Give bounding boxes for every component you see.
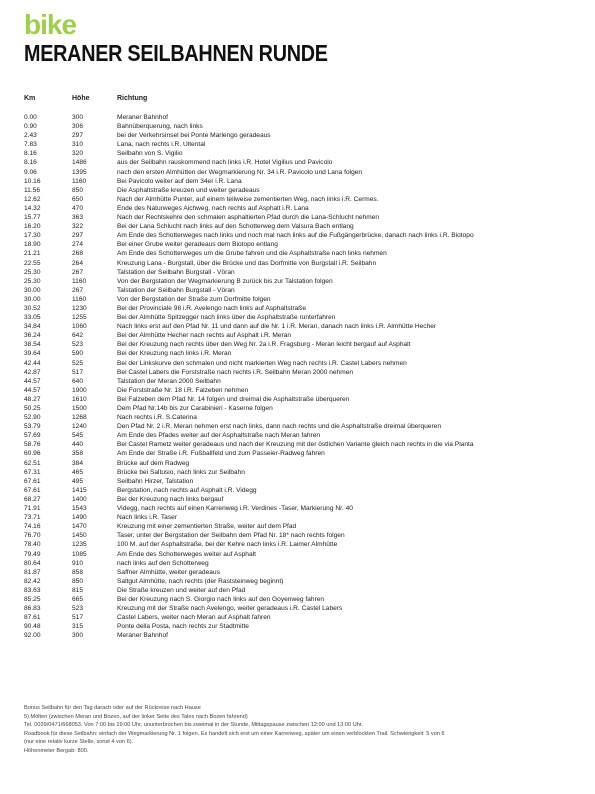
note-line: Roadbook für diese Seilbahn: einfach der Wegmarkierung Nr. 1 folgen. Es handelt sich erst um einer Karrenweg, später um einen verblockten Trail. Schwierigkeit: 5 von 6 (24, 730, 445, 737)
km-cell: 81.87 (24, 568, 41, 576)
table-row (24, 531, 584, 540)
hoehe-cell: 1543 (72, 505, 87, 513)
richtung-cell: Meraner Bahnhof (117, 114, 168, 121)
table-row (24, 122, 584, 131)
table-row (24, 249, 584, 258)
richtung-cell: aus der Seilbahn rauskommend nach links i.R. Hotel Vigilius und Pavicolo (117, 159, 333, 167)
table-row (24, 240, 584, 249)
km-cell: 9.06 (24, 168, 37, 176)
km-cell: 21.21 (24, 250, 41, 258)
hoehe-cell: 300 (72, 114, 84, 121)
table-row (24, 377, 584, 386)
km-cell: 16.20 (24, 223, 41, 231)
table-row (24, 386, 584, 395)
richtung-cell: Am Ende des Schotterweges nach links und noch mal nach links auf die Fußgängerbrücke, danach nach links i.R. Biotopo (117, 232, 474, 240)
table-row (24, 349, 584, 358)
richtung-cell: Taser, unter der Bergstation der Seilbahn dem Pfad Nr. 18* nach rechts folgen (117, 532, 345, 540)
km-cell: 34.84 (24, 323, 41, 331)
hoehe-cell: 642 (72, 332, 84, 340)
km-cell: 52.90 (24, 414, 41, 422)
hoehe-cell: 523 (72, 341, 84, 349)
richtung-cell: Nach links erst auf den Pfad Nr. 11 und dann auf die Nr. 1 i.R. Meran, danach nach links i.R. Almhütte Hecher (117, 323, 437, 331)
table-row (24, 540, 584, 549)
richtung-cell: Videgg, nach rechts auf einen Karrenweg i.R. Verdines -Taser, Markierung Nr. 40 (117, 505, 353, 513)
header-hoehe: Höhe (72, 95, 90, 102)
richtung-cell: Talstation der Seilbahn Burgstall - Vöran (117, 286, 235, 294)
table-row (24, 268, 584, 277)
richtung-cell: Seilbahn Hirzer, Talstation (117, 477, 194, 485)
hoehe-cell: 517 (72, 614, 84, 622)
table-row (24, 140, 584, 149)
hoehe-cell: 1240 (72, 423, 87, 431)
km-cell: 62.51 (24, 459, 41, 467)
table-row (24, 259, 584, 268)
richtung-cell: Brücke auf dem Radweg (117, 459, 190, 467)
table-row (24, 213, 584, 222)
richtung-cell: Bei Pavicolo weiter auf dem 34er i.R. Lana (117, 177, 242, 185)
table-row (24, 595, 584, 604)
table-row (24, 495, 584, 504)
richtung-cell: Bei der Kreuzung nach S. Giorgio nach links auf den Goyenweg fahren (117, 595, 325, 603)
richtung-cell: Von der Bergstation der Straße zum Dorfmitte folgen (117, 295, 271, 303)
hoehe-cell: 590 (72, 350, 84, 358)
table-row (24, 158, 584, 167)
table-row (24, 604, 584, 613)
hoehe-cell: 465 (72, 468, 84, 476)
hoehe-cell: 267 (72, 268, 84, 276)
hoehe-cell: 1486 (72, 159, 87, 167)
km-cell: 85.25 (24, 595, 41, 603)
hoehe-cell: 310 (72, 141, 84, 149)
km-cell: 12.62 (24, 195, 41, 203)
richtung-cell: Bei der Kreuzung nach links i.R. Meran (117, 350, 232, 358)
hoehe-cell: 322 (72, 223, 84, 231)
km-cell: 67.61 (24, 486, 41, 494)
note-line: 5) Mölten (zwischen Meran und Bozen, auf der linker Seite des Tales nach Bozen fahrend) (24, 713, 248, 720)
table-row (24, 113, 584, 122)
richtung-cell: Ponte della Posta, nach rechts zur Stadtmitte (117, 623, 249, 631)
km-cell: 39.64 (24, 350, 41, 358)
km-cell: 14.32 (24, 204, 41, 212)
table-row (24, 404, 584, 413)
km-cell: 17.30 (24, 232, 41, 240)
richtung-cell: Am Ende des Pfades weiter auf der Asphaltstraße nach Meran fahren (117, 432, 321, 440)
richtung-cell: Kreuzung Lana - Burgstall, über die Brücke und das Dorfmitte von Burgstall i.R. Seilbahn (117, 259, 377, 267)
hoehe-cell: 517 (72, 368, 84, 376)
richtung-cell: Bei Falzeben dem Pfad Nr. 14 folgen und dreimal die Asphaltstraße überqueren (117, 395, 350, 403)
richtung-cell: Talstation der Seilbahn Burgstall - Vöran (117, 268, 235, 276)
richtung-cell: Kreuzung mit einer zementierten Straße, weiter auf dem Pfad (117, 523, 297, 531)
table-row (24, 177, 584, 186)
hoehe-cell: 640 (72, 377, 84, 385)
km-cell: 80.64 (24, 559, 41, 567)
table-row (24, 440, 584, 449)
hoehe-cell: 358 (72, 450, 84, 458)
km-cell: 82.42 (24, 577, 41, 585)
richtung-cell: Bei der Almhütte Hecher nach rechts auf Asphalt i.R. Meran (117, 332, 292, 340)
table-row (24, 331, 584, 340)
hoehe-cell: 1900 (72, 386, 87, 394)
header-richtung: Richtung (117, 95, 148, 102)
table-row (24, 431, 584, 440)
km-cell: 22.55 (24, 259, 41, 267)
hoehe-cell: 650 (72, 195, 84, 203)
hoehe-cell: 1160 (72, 277, 87, 285)
km-cell: 73.71 (24, 514, 41, 522)
km-cell: 25.30 (24, 268, 41, 276)
richtung-cell: Die Straße kreuzen und weiter auf den Pfad (117, 586, 246, 594)
hoehe-cell: 274 (72, 241, 84, 249)
richtung-cell: Bei der Provinciale 98 i.R. Avelengo nach links auf Asphaltstraße (117, 304, 307, 312)
table-row (24, 131, 584, 140)
richtung-cell: Bei der Kreuzung nach rechts über den Weg Nr. 2a i.R. Fragsburg - Meran leicht bergauf auf Asphalt (117, 341, 411, 349)
km-cell: 30.00 (24, 286, 41, 294)
table-row (24, 577, 584, 586)
richtung-cell: Lana, nach rechts i.R. Ultental (117, 141, 206, 149)
km-cell: 2.43 (24, 132, 37, 140)
km-cell: 44.57 (24, 377, 41, 385)
richtung-cell: Bahnüberquerung, nach links (117, 123, 203, 131)
richtung-cell: nach den ersten Almhütten der Wegmarkierung Nr. 34 i.R. Pavicolo und Lana folgen (117, 168, 363, 176)
hoehe-cell: 1255 (72, 314, 87, 322)
km-cell: 68.27 (24, 495, 41, 503)
richtung-cell: Seilbahn von S. Vigilio (117, 150, 183, 158)
hoehe-cell: 267 (72, 286, 84, 294)
note-line: Tel. 0039/0471/668053. Von 7:00 bis 19:00 Uhr, ununterbrochen bis zweimal in der Stunde, Mittagspause zwischen 12:00 und 13:00 Uhr. (24, 722, 363, 729)
km-cell: 30.00 (24, 295, 41, 303)
richtung-cell: Ende des Naturweges Aichweg, nach rechts auf Asphalt i.R. Lana (117, 204, 309, 212)
hoehe-cell: 384 (72, 459, 84, 467)
hoehe-cell: 1230 (72, 304, 87, 312)
km-cell: 86.83 (24, 605, 41, 613)
table-row (24, 422, 584, 431)
richtung-cell: Bei Castel Labers die Forststraße nach rechts i.R. Seilbahn Meran 2000 nehmen (117, 368, 354, 376)
hoehe-cell: 297 (72, 232, 84, 240)
table-row (24, 459, 584, 468)
richtung-cell: nach links auf den Schotterweg (117, 559, 209, 567)
table-row (24, 322, 584, 331)
km-cell: 0.00 (24, 114, 37, 121)
hoehe-cell: 815 (72, 586, 84, 594)
hoehe-cell: 320 (72, 150, 84, 158)
km-cell: 83.63 (24, 586, 41, 594)
richtung-cell: Nach rechts i.R. S.Caterina (117, 414, 197, 422)
km-cell: 57.69 (24, 432, 41, 440)
km-cell: 30.52 (24, 304, 41, 312)
table-row (24, 313, 584, 322)
richtung-cell: Saltgut Almhütte, nach rechts (der Raststeinweg beginnt) (117, 577, 284, 585)
table-row (24, 559, 584, 568)
table-row (24, 168, 584, 177)
km-cell: 76.70 (24, 532, 41, 540)
richtung-cell: Bei Castel Rametz weiter geradeaus und nach der Kreuzung mit der östlichen Variante gleich nach rechts in die via Planta (117, 441, 474, 449)
notes (24, 704, 584, 756)
table-row (24, 522, 584, 531)
richtung-cell: Nach links i.R. Taser (117, 514, 177, 522)
km-cell: 90.48 (24, 623, 41, 631)
hoehe-cell: 1160 (72, 295, 87, 303)
table-row (24, 222, 584, 231)
table-row (24, 622, 584, 631)
km-cell: 71.91 (24, 505, 41, 513)
hoehe-cell: 545 (72, 432, 84, 440)
table-row (24, 359, 584, 368)
hoehe-cell: 264 (72, 259, 84, 267)
km-cell: 25.30 (24, 277, 41, 285)
page-title: MERANER SEILBAHNEN RUNDE (24, 40, 328, 66)
hoehe-cell: 1268 (72, 414, 87, 422)
hoehe-cell: 1235 (72, 541, 87, 549)
hoehe-cell: 470 (72, 204, 84, 212)
richtung-cell: Bei der Lana Schlucht nach links auf den Schotterweg dem Valsura Bach entlang (117, 223, 354, 231)
richtung-cell: Bei der Kreuzung nach links bergauf (117, 495, 224, 503)
header-km: Km (24, 95, 36, 102)
km-cell: 92.00 (24, 632, 41, 640)
hoehe-cell: 495 (72, 477, 84, 485)
hoehe-cell: 1400 (72, 495, 87, 503)
hoehe-cell: 858 (72, 568, 84, 576)
hoehe-cell: 268 (72, 250, 84, 258)
hoehe-cell: 1490 (72, 514, 87, 522)
table-header (24, 95, 584, 105)
km-cell: 44.57 (24, 386, 41, 394)
km-cell: 60.96 (24, 450, 41, 458)
km-cell: 79.49 (24, 550, 41, 558)
table-row (24, 186, 584, 195)
richtung-cell: Bei der Linkskurve den schmalen und nicht markierten Weg nach rechts i.R. Castel Labers nehmen (117, 359, 407, 367)
km-cell: 33.05 (24, 314, 41, 322)
table-row (24, 613, 584, 622)
km-cell: 0.90 (24, 123, 37, 131)
hoehe-cell: 665 (72, 595, 84, 603)
richtung-cell: Die Forststraße Nr. 18 i.R. Falzeben nehmen (117, 386, 249, 394)
richtung-cell: Die Asphaltstraße kreuzen und weiter geradeaus (117, 186, 260, 194)
table-row (24, 286, 584, 295)
note-line: Höhenmeter Bergab: 800. (24, 747, 89, 754)
km-cell: 11.56 (24, 186, 41, 194)
km-cell: 7.83 (24, 141, 37, 149)
hoehe-cell: 1450 (72, 532, 87, 540)
hoehe-cell: 315 (72, 623, 84, 631)
km-cell: 15.77 (24, 214, 41, 222)
table-row (24, 586, 584, 595)
km-cell: 8.16 (24, 159, 37, 167)
richtung-cell: Bergstation, nach rechts auf Asphalt i.R. Videgg (117, 486, 257, 494)
richtung-cell: Bei der Almhütte Spitzegger nach links über die Asphaltstraße runterfahren (117, 314, 336, 322)
richtung-cell: Am Ende des Schotterweges um die Grube fahren und die Asphaltstraße nach links nehmen (117, 250, 387, 258)
km-cell: 8.16 (24, 150, 37, 158)
hoehe-cell: 440 (72, 441, 84, 449)
km-cell: 78.40 (24, 541, 41, 549)
km-cell: 50.25 (24, 405, 41, 412)
richtung-cell: Castel Labers, weiter nach Meran auf Asphalt fahren (117, 614, 271, 622)
table-row (24, 631, 584, 640)
table-row (24, 568, 584, 577)
hoehe-cell: 1060 (72, 323, 87, 331)
km-cell: 42.44 (24, 359, 41, 367)
table-row (24, 449, 584, 458)
route-table (24, 113, 584, 640)
hoehe-cell: 1470 (72, 523, 87, 531)
hoehe-cell: 1415 (72, 486, 87, 494)
table-row (24, 295, 584, 304)
table-row (24, 231, 584, 240)
richtung-cell: Nach der Almhütte Punter, auf einem teilweise zementierten Weg, nach links i.R. Cermes. (117, 195, 379, 203)
km-cell: 74.16 (24, 523, 41, 531)
svg-text:bike: bike (24, 10, 77, 38)
table-row (24, 468, 584, 477)
note-line: Bonus Seilbahn für den Tag darach oder auf der Rückreise nach Hause (24, 705, 201, 711)
richtung-cell: Brücke bei Saltusio, nach links zur Seilbahn (117, 468, 245, 476)
richtung-cell: Meraner Bahnhof (117, 632, 168, 640)
table-row (24, 477, 584, 486)
richtung-cell: bei der Verkehrsinsel bei Ponte Marlengo geradeaus (117, 132, 271, 140)
richtung-cell: Den Pfad Nr. 2 i.R. Meran nehmen erst nach links, dann nach rechts und die Asphaltstraße dreimal überqueren (117, 423, 442, 431)
hoehe-cell: 1085 (72, 550, 87, 558)
table-row (24, 395, 584, 404)
bike-logo (24, 10, 104, 38)
km-cell: 36.24 (24, 332, 41, 340)
km-cell: 42.87 (24, 368, 41, 376)
hoehe-cell: 300 (72, 632, 84, 640)
hoehe-cell: 297 (72, 132, 84, 140)
table-row (24, 277, 584, 286)
hoehe-cell: 850 (72, 577, 84, 585)
note-line: (nur eine relativ kurze Stelle, sonst 4 von 6). (24, 739, 134, 746)
richtung-cell: 100 M. auf der Asphaltstraße, bei der Kehre nach links i.R. Laimer Almhütte (117, 541, 338, 549)
hoehe-cell: 1610 (72, 395, 87, 403)
hoehe-cell: 910 (72, 559, 84, 567)
richtung-cell: Am Ende des Schotterweges weiter auf Asphalt (117, 550, 256, 558)
km-cell: 38.54 (24, 341, 41, 349)
hoehe-cell: 1500 (72, 405, 87, 412)
richtung-cell: Bei einer Grube weiter geradeaus dem Biotopo entlang (117, 241, 278, 249)
table-row (24, 204, 584, 213)
table-row (24, 304, 584, 313)
table-row (24, 368, 584, 377)
km-cell: 87.61 (24, 614, 41, 622)
table-row (24, 550, 584, 559)
hoehe-cell: 306 (72, 123, 84, 131)
hoehe-cell: 523 (72, 605, 84, 613)
table-row (24, 504, 584, 513)
hoehe-cell: 363 (72, 214, 84, 222)
km-cell: 67.31 (24, 468, 41, 476)
table-row (24, 413, 584, 422)
richtung-cell: Nach der Rechtskehre den schmalen asphaltierten Pfad durch die Lana-Schlucht nehmen (117, 214, 380, 222)
km-cell: 48.27 (24, 395, 41, 403)
hoehe-cell: 525 (72, 359, 84, 367)
richtung-cell: Talstation der Meran 2000 Seilbahn (117, 377, 221, 385)
km-cell: 18.90 (24, 241, 41, 249)
km-cell: 58.76 (24, 441, 41, 449)
hoehe-cell: 1160 (72, 177, 87, 185)
km-cell: 53.79 (24, 423, 41, 431)
km-cell: 10.16 (24, 177, 41, 185)
richtung-cell: Am Ende der Straße i.R. Fußballfeld und zum Passeier-Radweg fahren (117, 450, 325, 458)
table-row (24, 340, 584, 349)
richtung-cell: Saffner Almhütte, weiter geradeaus (117, 568, 220, 576)
richtung-cell: Dem Pfad Nr.14b bis zur Carabinieri - Kaserne folgen (117, 405, 273, 412)
hoehe-cell: 850 (72, 186, 84, 194)
km-cell: 67.61 (24, 477, 41, 485)
table-row (24, 513, 584, 522)
table-row (24, 195, 584, 204)
richtung-cell: Von der Bergstation der Wegmarkierung B zurück bis zur Talstation folgen (117, 277, 333, 285)
richtung-cell: Kreuzung mit der Straße nach Avelengo, weiter geradeaus i.R. Castel Labers (117, 605, 343, 613)
table-row (24, 486, 584, 495)
hoehe-cell: 1395 (72, 168, 87, 176)
table-row (24, 149, 584, 158)
